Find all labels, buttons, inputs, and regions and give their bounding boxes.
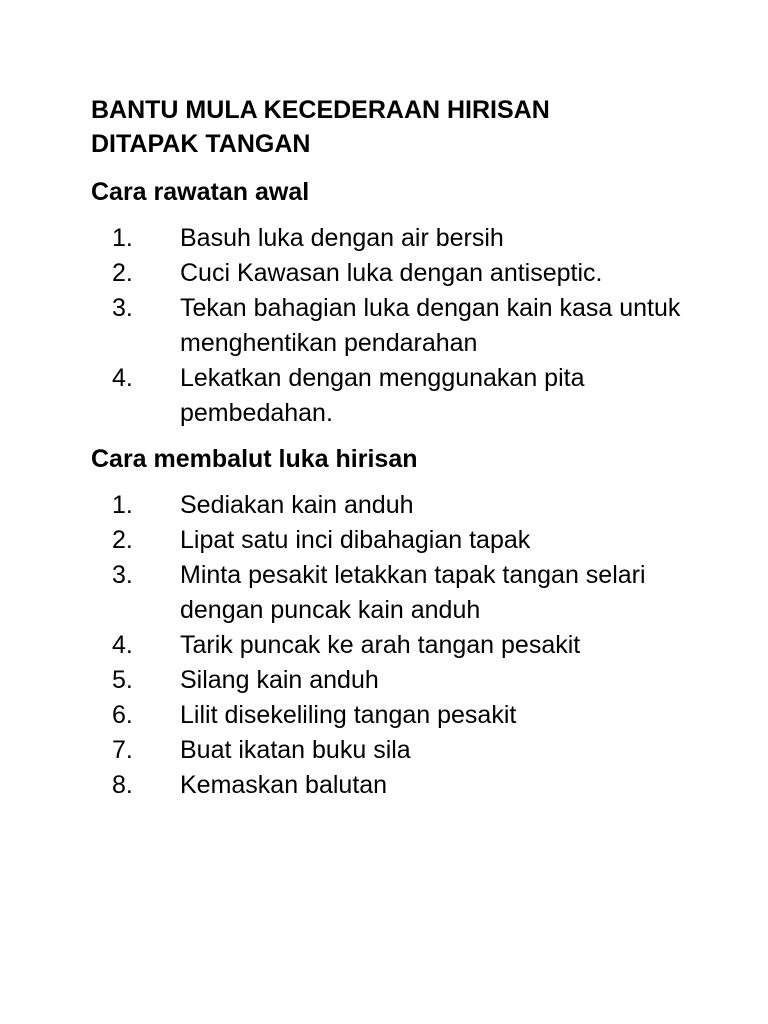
list-item-number: 1.: [112, 224, 133, 252]
list-item-number: 7.: [112, 736, 133, 764]
list-item: [0, 628, 768, 663]
list-item-text: Lipat satu inci dibahagian tapak: [180, 526, 531, 554]
list-item-text: Basuh luka dengan air bersih: [180, 224, 504, 252]
list-item-text: Buat ikatan buku sila: [180, 736, 411, 764]
list-item-number: 4.: [112, 631, 133, 659]
list-membalut: [0, 488, 768, 803]
list-item-number: 3.: [112, 561, 133, 589]
list-item-text: Sediakan kain anduh: [180, 491, 414, 519]
list-item-text: Kemaskan balutan: [180, 771, 388, 799]
title-line-1: BANTU MULA KECEDERAAN HIRISAN: [91, 96, 550, 124]
list-item-number: 2.: [112, 526, 133, 554]
title-line-2: DITAPAK TANGAN: [91, 130, 311, 158]
list-item-text: Tekan bahagian luka dengan kain kasa untuk menghentikan pendarahan: [180, 294, 681, 357]
list-rawatan-awal: [0, 221, 768, 431]
section-heading-membalut: Cara membalut luka hirisan: [91, 445, 418, 473]
list-item: [0, 488, 768, 523]
list-item: [0, 663, 768, 698]
list-item: [0, 361, 768, 431]
list-item-number: 8.: [112, 771, 133, 799]
list-item: [0, 558, 768, 628]
list-item-text: Lilit disekeliling tangan pesakit: [180, 701, 517, 729]
list-item: [0, 768, 768, 803]
list-item: [0, 291, 768, 361]
list-item-text: Cuci Kawasan luka dengan antiseptic.: [180, 259, 603, 287]
list-item: [0, 698, 768, 733]
list-item-text: Minta pesakit letakkan tapak tangan selari dengan puncak kain anduh: [180, 561, 646, 624]
list-item-number: 4.: [112, 364, 133, 392]
list-item-text: Silang kain anduh: [180, 666, 379, 694]
section-heading-rawatan-awal: Cara rawatan awal: [91, 178, 310, 206]
list-item-number: 5.: [112, 666, 133, 694]
list-item: [0, 523, 768, 558]
list-item-text: Tarik puncak ke arah tangan pesakit: [180, 631, 581, 659]
list-item-number: 2.: [112, 259, 133, 287]
list-item: [0, 733, 768, 768]
list-item-number: 1.: [112, 491, 133, 519]
list-item: [0, 256, 768, 291]
list-item-number: 3.: [112, 294, 133, 322]
document-title: [91, 93, 711, 161]
list-item: [0, 221, 768, 256]
list-item-number: 6.: [112, 701, 133, 729]
list-item-text: Lekatkan dengan menggunakan pita pembedahan.: [180, 364, 585, 427]
